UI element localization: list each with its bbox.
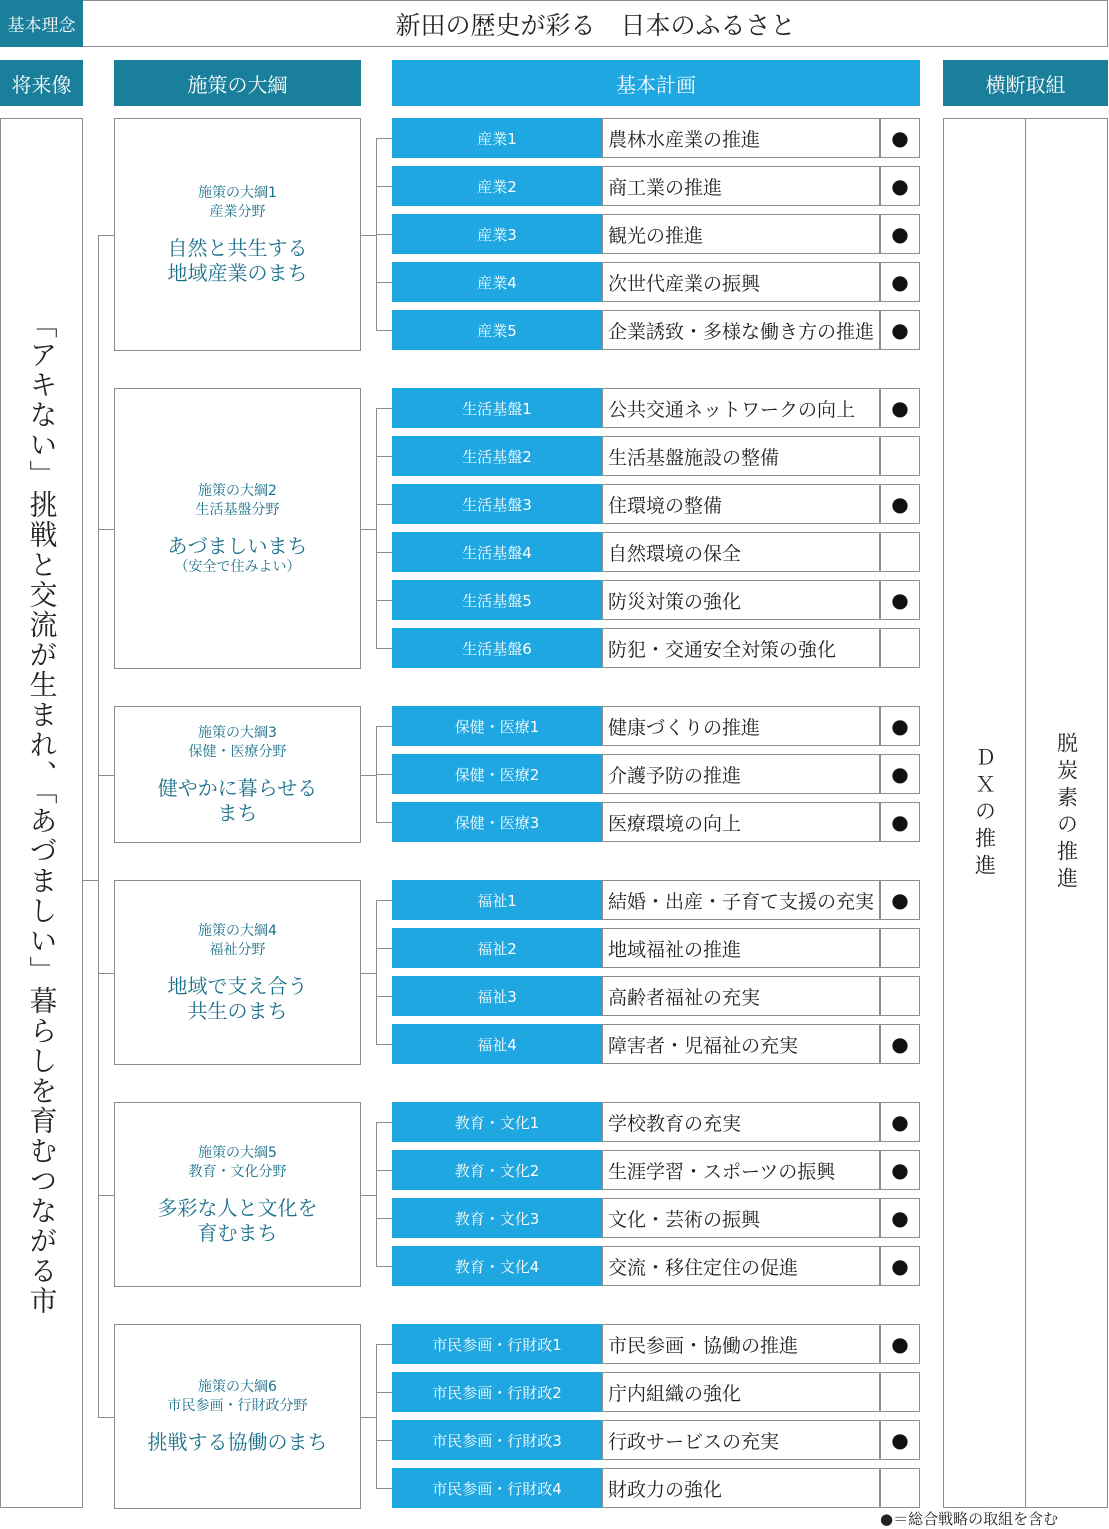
policy-field: 市民参画・行財政分野 (167, 1398, 308, 1414)
plan-code: 産業1 (392, 118, 602, 158)
strategy-dot: ● (891, 1428, 909, 1452)
plan-code: 福祉2 (392, 928, 602, 968)
strategy-dot: ● (891, 888, 909, 912)
policy-title (168, 974, 308, 1024)
plan-name: 防災対策の強化 (602, 580, 880, 620)
plan-name: 地域福祉の推進 (602, 928, 880, 968)
strategy-dot: ● (891, 1254, 909, 1278)
strategy-dot-cell (880, 1198, 920, 1238)
strategy-dot: ● (891, 714, 909, 738)
plan-name: 障害者・児福祉の充実 (602, 1024, 880, 1064)
plan-name: 防犯・交通安全対策の強化 (602, 628, 880, 668)
connector-line (376, 1218, 392, 1219)
policy-box-1 (114, 118, 361, 351)
strategy-dot: ● (891, 1158, 909, 1182)
plan-name: 企業誘致・多様な働き方の推進 (602, 310, 880, 350)
connector-line (376, 408, 377, 649)
connector-line (376, 234, 392, 235)
connector-line (376, 1440, 392, 1441)
plan-name: 交流・移住定住の促進 (602, 1246, 880, 1286)
column-header-cross: 横断取組 (943, 60, 1108, 106)
plan-code: 保健・医療1 (392, 706, 602, 746)
plan-code: 保健・医療3 (392, 802, 602, 842)
policy-title-line: 多彩な人と文化を (157, 1195, 318, 1220)
strategy-dot-cell (880, 388, 920, 428)
connector-line (361, 775, 376, 776)
strategy-dot: ● (891, 1206, 909, 1230)
plan-code: 市民参画・行財政3 (392, 1420, 602, 1460)
plan-name: 学校教育の充実 (602, 1102, 880, 1142)
connector-line (98, 973, 114, 974)
policy-note: （安全で住みよい） (174, 558, 301, 575)
strategy-dot: ● (891, 396, 909, 420)
connector-line (98, 235, 99, 1418)
connector-line (83, 880, 98, 881)
cross-dx-text: ＤＸの推進 (972, 745, 997, 881)
policy-number: 施策の大綱4 (198, 922, 277, 939)
plan-code: 福祉1 (392, 880, 602, 920)
plan-code: 産業3 (392, 214, 602, 254)
connector-line (376, 900, 392, 901)
policy-box-3 (114, 706, 361, 843)
strategy-dot: ● (891, 222, 909, 246)
connector-line (376, 1044, 392, 1045)
strategy-dot-cell (880, 118, 920, 158)
plan-code: 市民参画・行財政2 (392, 1372, 602, 1412)
strategy-dot-cell (880, 1246, 920, 1286)
connector-line (376, 996, 392, 997)
strategy-dot-cell (880, 580, 920, 620)
connector-line (376, 948, 392, 949)
connector-line (376, 504, 392, 505)
strategy-dot: ● (891, 1032, 909, 1056)
policy-box-4 (114, 880, 361, 1065)
policy-title-line: 育むまち (197, 1220, 278, 1245)
plan-code: 教育・文化4 (392, 1246, 602, 1286)
connector-line (376, 900, 377, 1045)
plan-name: 結婚・出産・子育て支援の充実 (602, 880, 880, 920)
policy-field: 生活基盤分野 (195, 501, 280, 518)
column-header-future: 将来像 (0, 60, 83, 106)
connector-line (376, 138, 392, 139)
connector-line (376, 1344, 377, 1489)
connector-line (98, 529, 114, 530)
policy-number: 施策の大綱6 (198, 1379, 277, 1395)
policy-field: 保健・医療分野 (188, 743, 287, 760)
strategy-dot-cell (880, 484, 920, 524)
policy-box-5 (114, 1102, 361, 1287)
plan-code: 福祉4 (392, 1024, 602, 1064)
plan-name: 行政サービスの充実 (602, 1420, 880, 1460)
strategy-dot-cell (880, 532, 920, 572)
plan-name: 健康づくりの推進 (602, 706, 880, 746)
vision-box (0, 118, 83, 1508)
connector-line (376, 408, 392, 409)
strategy-dot-cell (880, 1102, 920, 1142)
connector-line (361, 1195, 376, 1196)
plan-name: 医療環境の向上 (602, 802, 880, 842)
plan-code: 教育・文化1 (392, 1102, 602, 1142)
connector-line (361, 973, 376, 974)
plan-code: 生活基盤6 (392, 628, 602, 668)
plan-name: 財政力の強化 (602, 1468, 880, 1508)
strategy-dot: ● (891, 1110, 909, 1134)
plan-name: 高齢者福祉の充実 (602, 976, 880, 1016)
connector-line (376, 600, 392, 601)
column-header-plan: 基本計画 (392, 60, 920, 106)
connector-line (376, 1488, 392, 1489)
connector-line (361, 529, 376, 530)
strategy-dot: ● (891, 492, 909, 516)
plan-code: 産業2 (392, 166, 602, 206)
policy-field: 福祉分野 (209, 941, 266, 958)
strategy-dot-cell (880, 214, 920, 254)
connector-line (376, 822, 392, 823)
plan-code: 市民参画・行財政1 (392, 1324, 602, 1364)
policy-title-line: 自然と共生する (167, 235, 308, 260)
strategy-dot: ● (891, 1332, 909, 1356)
cross-dx-box (943, 118, 1026, 1508)
plan-code: 保健・医療2 (392, 754, 602, 794)
connector-line (376, 1122, 392, 1123)
vision-text: 「アキない」挑戦と交流が生まれ、「あづましい」暮らしを育むつながる市 (25, 310, 59, 1316)
policy-title-line: 地域で支え合う (167, 973, 308, 998)
policy-title-line: まち (217, 800, 258, 825)
strategy-dot: ● (891, 174, 909, 198)
strategy-dot-cell (880, 802, 920, 842)
strategy-dot-cell (880, 1420, 920, 1460)
plan-name: 次世代産業の振興 (602, 262, 880, 302)
connector-line (98, 775, 114, 776)
policy-title (158, 1196, 318, 1246)
strategy-dot-cell (880, 166, 920, 206)
connector-line (376, 282, 392, 283)
connector-line (376, 1266, 392, 1267)
connector-line (376, 1122, 377, 1267)
strategy-dot: ● (891, 318, 909, 342)
plan-name: 生涯学習・スポーツの振興 (602, 1150, 880, 1190)
policy-title (158, 776, 317, 826)
plan-code: 産業5 (392, 310, 602, 350)
strategy-dot-cell (880, 706, 920, 746)
connector-line (98, 235, 114, 236)
basic-philosophy-title: 新田の歴史が彩る 日本のふるさと (395, 10, 796, 40)
strategy-dot-cell (880, 628, 920, 668)
connector-line (376, 774, 392, 775)
connector-line (98, 1195, 114, 1196)
strategy-dot-cell (880, 880, 920, 920)
plan-name: 生活基盤施設の整備 (602, 436, 880, 476)
plan-name: 文化・芸術の振興 (602, 1198, 880, 1238)
strategy-dot-cell (880, 1324, 920, 1364)
plan-name: 観光の推進 (602, 214, 880, 254)
connector-line (376, 456, 392, 457)
policy-number: 施策の大綱3 (198, 724, 277, 741)
strategy-dot-cell (880, 928, 920, 968)
cross-decarbon-box (1025, 118, 1108, 1508)
plan-name: 農林水産業の推進 (602, 118, 880, 158)
policy-title (168, 236, 308, 286)
strategy-dot-cell (880, 754, 920, 794)
connector-line (376, 648, 392, 649)
plan-name: 庁内組織の強化 (602, 1372, 880, 1412)
strategy-dot: ● (891, 126, 909, 150)
strategy-dot-cell (880, 1024, 920, 1064)
strategy-dot-cell (880, 1150, 920, 1190)
policy-field: 産業分野 (209, 203, 266, 220)
connector-line (376, 552, 392, 553)
cross-decarbon-text: 脱炭素の推進 (1054, 732, 1079, 894)
connector-line (376, 330, 392, 331)
strategy-dot-cell (880, 1372, 920, 1412)
connector-line (361, 235, 376, 236)
policy-title-line: あづましいまち (167, 533, 308, 558)
plan-code: 教育・文化2 (392, 1150, 602, 1190)
legend: ●＝総合戦略の取組を含む (880, 1510, 1059, 1528)
policy-title-line: 健やかに暮らせる (157, 775, 318, 800)
connector-line (376, 726, 392, 727)
plan-name: 公共交通ネットワークの向上 (602, 388, 880, 428)
policy-number: 施策の大綱1 (198, 184, 277, 201)
column-header-outline: 施策の大綱 (114, 60, 361, 106)
policy-title (168, 534, 308, 559)
policy-box-2 (114, 388, 361, 669)
connector-line (98, 1417, 114, 1418)
strategy-dot-cell (880, 1468, 920, 1508)
strategy-dot-cell (880, 436, 920, 476)
plan-name: 介護予防の推進 (602, 754, 880, 794)
policy-title-line: 共生のまち (187, 998, 288, 1023)
connector-line (361, 1417, 376, 1418)
strategy-dot: ● (891, 810, 909, 834)
policy-box-6 (114, 1324, 361, 1509)
plan-code: 生活基盤1 (392, 388, 602, 428)
policy-number: 施策の大綱5 (198, 1144, 277, 1161)
strategy-dot: ● (891, 270, 909, 294)
plan-code: 生活基盤3 (392, 484, 602, 524)
plan-code: 教育・文化3 (392, 1198, 602, 1238)
plan-code: 市民参画・行財政4 (392, 1468, 602, 1508)
connector-line (376, 1170, 392, 1171)
plan-name: 商工業の推進 (602, 166, 880, 206)
connector-line (376, 1392, 392, 1393)
connector-line (376, 1344, 392, 1345)
strategy-dot-cell (880, 310, 920, 350)
plan-code: 福祉3 (392, 976, 602, 1016)
policy-title (148, 1430, 328, 1455)
strategy-dot-cell (880, 976, 920, 1016)
plan-name: 市民参画・協働の推進 (602, 1324, 880, 1364)
strategy-dot-cell (880, 262, 920, 302)
plan-code: 生活基盤2 (392, 436, 602, 476)
strategy-dot: ● (891, 588, 909, 612)
policy-title-line: 地域産業のまち (167, 260, 308, 285)
policy-number: 施策の大綱2 (198, 482, 277, 499)
strategy-dot: ● (891, 762, 909, 786)
plan-code: 生活基盤5 (392, 580, 602, 620)
plan-name: 自然環境の保全 (602, 532, 880, 572)
connector-line (376, 186, 392, 187)
plan-code: 産業4 (392, 262, 602, 302)
plan-code: 生活基盤4 (392, 532, 602, 572)
policy-title-line: 挑戦する協働のまち (147, 1430, 328, 1454)
basic-philosophy-label: 基本理念 (0, 0, 83, 47)
plan-name: 住環境の整備 (602, 484, 880, 524)
policy-field: 教育・文化分野 (188, 1163, 287, 1180)
